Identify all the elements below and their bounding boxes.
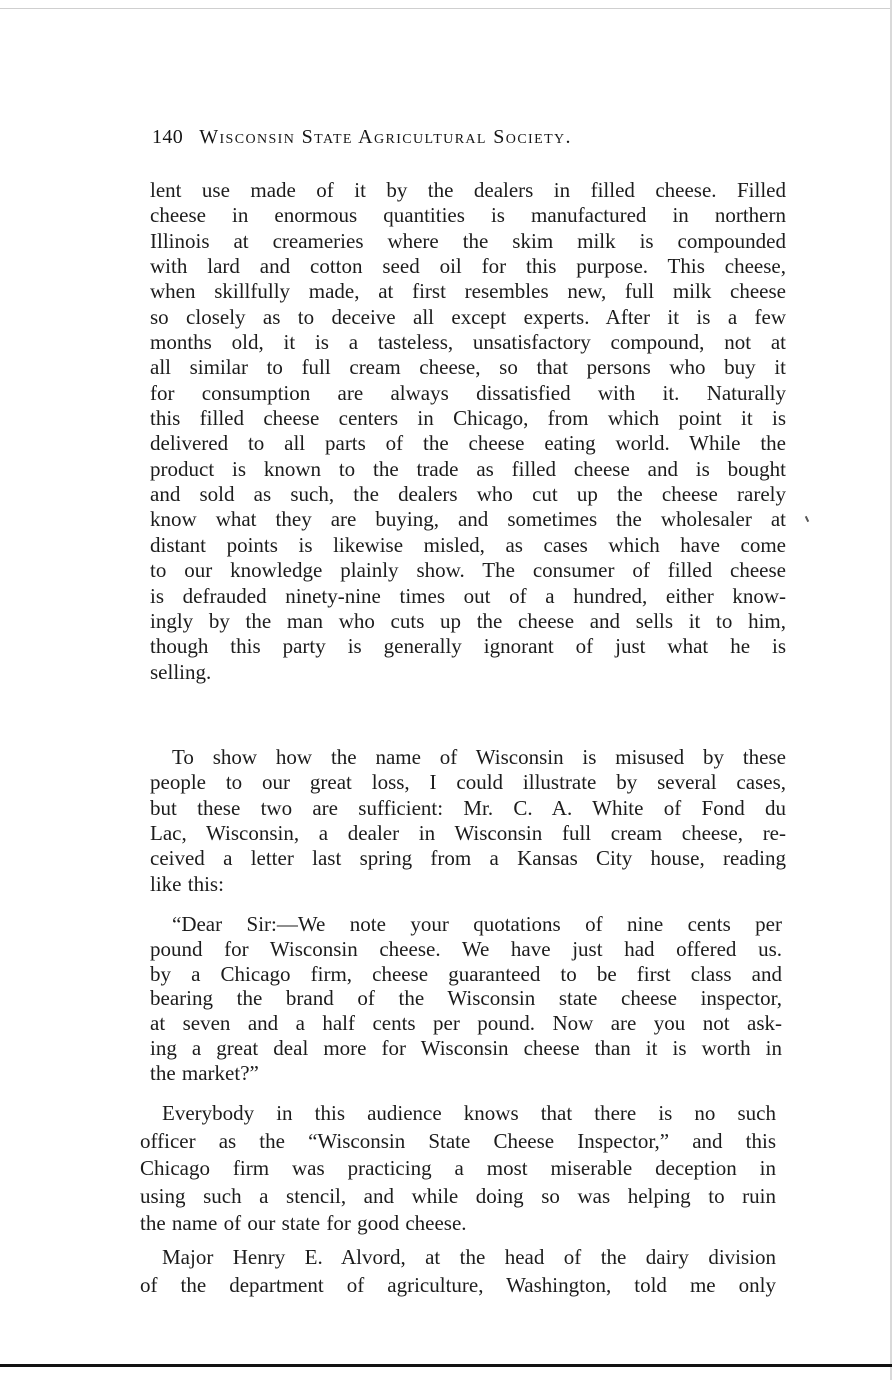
text-line: the name of our state for good cheese. — [140, 1211, 467, 1235]
quoted-letter — [150, 912, 782, 1085]
text-line: with lard and cotton seed oil for this purpose. This cheese, — [150, 254, 786, 279]
text-line: Chicago firm was practicing a most miserable deception in — [140, 1156, 776, 1180]
paragraph-major-alvord — [140, 1244, 776, 1299]
text-line: Major Henry E. Alvord, at the head of the dairy division — [162, 1245, 776, 1269]
text-line: to our knowledge plainly show. The consumer of filled cheese — [150, 558, 786, 583]
text-line: delivered to all parts of the cheese eating world. While the — [150, 431, 786, 456]
text-line: by a Chicago firm, cheese guaranteed to be first class and — [150, 961, 782, 986]
paragraph-no-such-officer — [140, 1100, 776, 1238]
text-line: months old, it is a tasteless, unsatisfactory compound, not at — [150, 330, 786, 355]
header-title: Wisconsin State Agricultural Society. — [199, 126, 572, 148]
text-line: officer as the “Wisconsin State Cheese Inspector,” and this — [140, 1128, 776, 1153]
text-line: Illinois at creameries where the skim milk is compounded — [150, 228, 786, 253]
text-line: at seven and a half cents per pound. Now are you not ask- — [150, 1011, 782, 1035]
text-line: though this party is generally ignorant of just what he is — [150, 634, 786, 659]
text-line: lent use made of it by the dealers in filled cheese. Filled — [150, 178, 786, 202]
text-line: Everybody in this audience knows that there is no such — [162, 1101, 776, 1125]
text-line: but these two are sufficient: Mr. C. A. White of Fond du — [150, 795, 786, 820]
top-edge-rule — [0, 8, 892, 9]
text-line: and sold as such, the dealers who cut up the cheese rarely — [150, 482, 786, 507]
text-line: the market?” — [150, 1060, 259, 1085]
text-line: pound for Wisconsin cheese. We have just had offered us. — [150, 936, 782, 961]
bottom-edge-rule — [0, 1364, 892, 1367]
text-line: using such a stencil, and while doing so was helping to ruin — [140, 1183, 776, 1208]
paragraph-misuse-of-name — [150, 745, 786, 897]
text-line: people to our great loss, I could illustrate by several cases, — [150, 770, 786, 795]
text-line: ing a great deal more for Wisconsin cheese than it is worth in — [150, 1035, 782, 1060]
text-line: To show how the name of Wisconsin is misused by these — [172, 745, 786, 769]
margin-speck — [805, 516, 809, 522]
text-line: cheese in enormous quantities is manufactured in northern — [150, 203, 786, 228]
text-line: selling. — [150, 659, 212, 684]
text-line: Lac, Wisconsin, a dealer in Wisconsin full cream cheese, re- — [150, 821, 786, 846]
text-line: know what they are buying, and sometimes the wholesaler at — [150, 507, 786, 532]
text-line: this filled cheese centers in Chicago, from which point it is — [150, 406, 786, 431]
text-line: bearing the brand of the Wisconsin state cheese inspector, — [150, 986, 782, 1011]
text-line: distant points is likewise misled, as cases which have come — [150, 532, 786, 557]
text-line: when skillfully made, at first resembles new, full milk cheese — [150, 279, 786, 304]
text-line: ceived a letter last spring from a Kansas City house, reading — [150, 846, 786, 871]
page-number: 140 — [152, 126, 184, 148]
text-line: like this: — [150, 871, 224, 896]
text-line: all similar to full cream cheese, so that persons who buy it — [150, 355, 786, 380]
text-line: so closely as to deceive all except experts. After it is a few — [150, 304, 786, 329]
paragraph-filled-cheese — [150, 178, 786, 685]
text-line: “Dear Sir:—We note your quotations of nine cents per — [172, 912, 782, 936]
text-line: is defrauded ninety-nine times out of a hundred, either know- — [150, 583, 786, 608]
text-line: ingly by the man who cuts up the cheese and sells it to him, — [150, 608, 786, 633]
text-line: for consumption are always dissatisfied with it. Naturally — [150, 380, 786, 405]
running-head — [152, 126, 732, 149]
text-line: of the department of agriculture, Washington, told me only — [140, 1272, 776, 1297]
text-line: product is known to the trade as filled cheese and is bought — [150, 456, 786, 481]
